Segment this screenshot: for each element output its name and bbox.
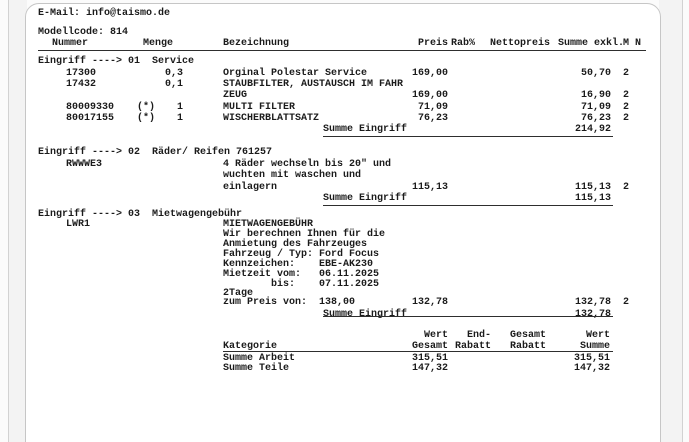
cell-bezeichnung: STAUBFILTER, AUSTAUSCH IM FAHR [223, 79, 404, 90]
cell-flag: (*) [137, 101, 156, 113]
col-header-nummer: Nummer [52, 38, 89, 49]
section-title-text: Eingriff ----> 03 Mietwagengebühr [38, 209, 243, 220]
summary-col-header: End- [466, 330, 491, 341]
cell-bezeichnung: 4 Räder wechseln bis 20" und [223, 158, 392, 170]
table-row [26, 102, 660, 113]
cell-nummer: LWR1 [66, 219, 91, 230]
cell-nummer: RWWWE3 [66, 158, 103, 170]
header-rule [38, 50, 646, 51]
section-total-rule [323, 136, 613, 137]
modellcode-line [26, 27, 660, 38]
summary-wert-gesamt: 147,32 [411, 362, 448, 374]
cell-mwst: 2 [623, 67, 630, 79]
section-title-text: Eingriff ----> 02 Räder/ Reifen 761257 [38, 147, 273, 158]
section-total-row [26, 309, 660, 320]
col-header-m: M [623, 38, 630, 49]
summe-eingriff-value: 115,13 [574, 193, 611, 204]
cell-preis: 132,78 [411, 297, 448, 308]
cell-bezeichnung: WISCHERBLATTSATZ [223, 113, 320, 124]
summary-header-top-row [26, 330, 660, 341]
col-header-preis: Preis [417, 38, 448, 49]
cell-bezeichnung: MIETWAGENGEBÜHR [223, 219, 314, 230]
summary-col-header: Gesamt [509, 330, 546, 341]
summary-col-header: Rabatt [509, 341, 546, 352]
cell-bezeichnung: bis: 07.11.2025 [223, 278, 380, 290]
col-header-nettopreis: Nettopreis [490, 38, 551, 49]
cell-summe: 115,13 [574, 181, 611, 193]
table-row [26, 68, 660, 79]
cell-preis: 115,13 [411, 181, 448, 193]
section-total-row [26, 124, 660, 135]
cell-bezeichnung: MULTI FILTER [223, 101, 296, 113]
section-title [26, 147, 660, 158]
cell-bezeichnung: Wir berechnen Ihnen für die [223, 229, 386, 240]
document-page[interactable] [25, 3, 661, 442]
col-header-n: N [635, 38, 642, 49]
invoice-document [26, 4, 660, 442]
col-header-menge: Menge [143, 38, 174, 49]
cell-bezeichnung: ZEUG [223, 90, 248, 101]
cell-preis: 169,00 [411, 67, 448, 79]
cell-mwst: 2 [623, 181, 630, 193]
summe-eingriff-value: 132,78 [574, 308, 611, 320]
cell-bezeichnung: einlagern [223, 181, 278, 193]
summe-eingriff-value: 214,92 [574, 124, 611, 135]
column-header-row [26, 38, 660, 49]
section-total-rule [323, 205, 613, 206]
cell-flag: (*) [137, 113, 156, 124]
summary-row-label: Summe Teile [223, 362, 290, 374]
cell-preis: 169,00 [411, 90, 448, 101]
right-panel-edge [659, 0, 683, 442]
summary-wert-summe: 147,32 [573, 362, 610, 374]
cell-mwst: 2 [623, 90, 630, 101]
summary-col-header: Rabatt [454, 341, 491, 352]
summary-col-header-kategorie: Kategorie [223, 341, 278, 352]
cell-nummer: 17432 [66, 79, 97, 90]
cell-bezeichnung: wuchten mit waschen und [223, 170, 362, 181]
summary-wert-summe: 315,51 [573, 352, 610, 364]
cell-menge: 1 [176, 101, 183, 113]
cell-nummer: 80009330 [66, 101, 115, 113]
cell-bezeichnung: Anmietung des Fahrzeuges [223, 238, 368, 250]
table-row [26, 170, 660, 181]
cell-nummer: 17300 [66, 67, 97, 79]
email-text: E-Mail: info@taismo.de [38, 8, 171, 19]
section-title [26, 56, 660, 67]
cell-nummer: 80017155 [66, 113, 115, 124]
cell-menge: 1 [176, 113, 183, 124]
table-row [26, 79, 660, 90]
summe-eingriff-label: Summe Eingriff [323, 308, 408, 320]
cell-menge: 0,3 [164, 67, 183, 79]
cell-menge: 0,1 [164, 79, 183, 90]
cell-bezeichnung: Fahrzeug / Typ: Ford Focus [223, 248, 380, 260]
summe-eingriff-label: Summe Eingriff [323, 193, 408, 204]
cell-bezeichnung: Kennzeichen: EBE-AK230 [223, 258, 374, 270]
cell-bezeichnung: zum Preis von: 138,00 [223, 297, 356, 308]
cell-summe: 50,70 [580, 67, 611, 79]
cell-mwst: 2 [623, 113, 630, 124]
summary-header-rule [223, 351, 613, 352]
cell-summe: 71,09 [580, 101, 611, 113]
col-header-summe-exkl: Summe exkl. [558, 38, 625, 49]
table-row [26, 113, 660, 124]
summary-col-header: Summe [579, 341, 610, 352]
section-total-row [26, 193, 660, 204]
summary-row-label: Summe Arbeit [223, 352, 296, 364]
summe-eingriff-label: Summe Eingriff [323, 124, 408, 135]
cell-mwst: 2 [623, 101, 630, 113]
summary-col-header: Wert [585, 330, 610, 341]
summary-col-header: Wert [423, 330, 448, 341]
cell-summe: 132,78 [574, 297, 611, 308]
col-header-bezeichnung: Bezeichnung [223, 38, 290, 49]
table-row [26, 182, 660, 193]
modellcode-text: Modellcode: 814 [38, 27, 129, 38]
cell-bezeichnung: Orginal Polestar Service [223, 67, 368, 79]
summary-col-header: Gesamt [411, 341, 448, 352]
summary-row [26, 363, 660, 374]
section-title-text: Eingriff ----> 01 Service [38, 56, 195, 67]
summary-wert-gesamt: 315,51 [411, 352, 448, 364]
cell-bezeichnung: 2Tage [223, 287, 254, 299]
cell-summe: 76,23 [580, 113, 611, 124]
cell-mwst: 2 [623, 297, 630, 308]
cell-preis: 71,09 [417, 101, 448, 113]
cell-bezeichnung: Mietzeit vom: 06.11.2025 [223, 268, 380, 280]
cell-preis: 76,23 [417, 113, 448, 124]
cell-summe: 16,90 [580, 90, 611, 101]
table-row [26, 90, 660, 101]
col-header-rabatt: Rab% [451, 38, 476, 49]
email-line [26, 8, 660, 19]
section-total-rule [323, 316, 613, 317]
table-row [26, 159, 660, 170]
table-row [26, 297, 660, 308]
